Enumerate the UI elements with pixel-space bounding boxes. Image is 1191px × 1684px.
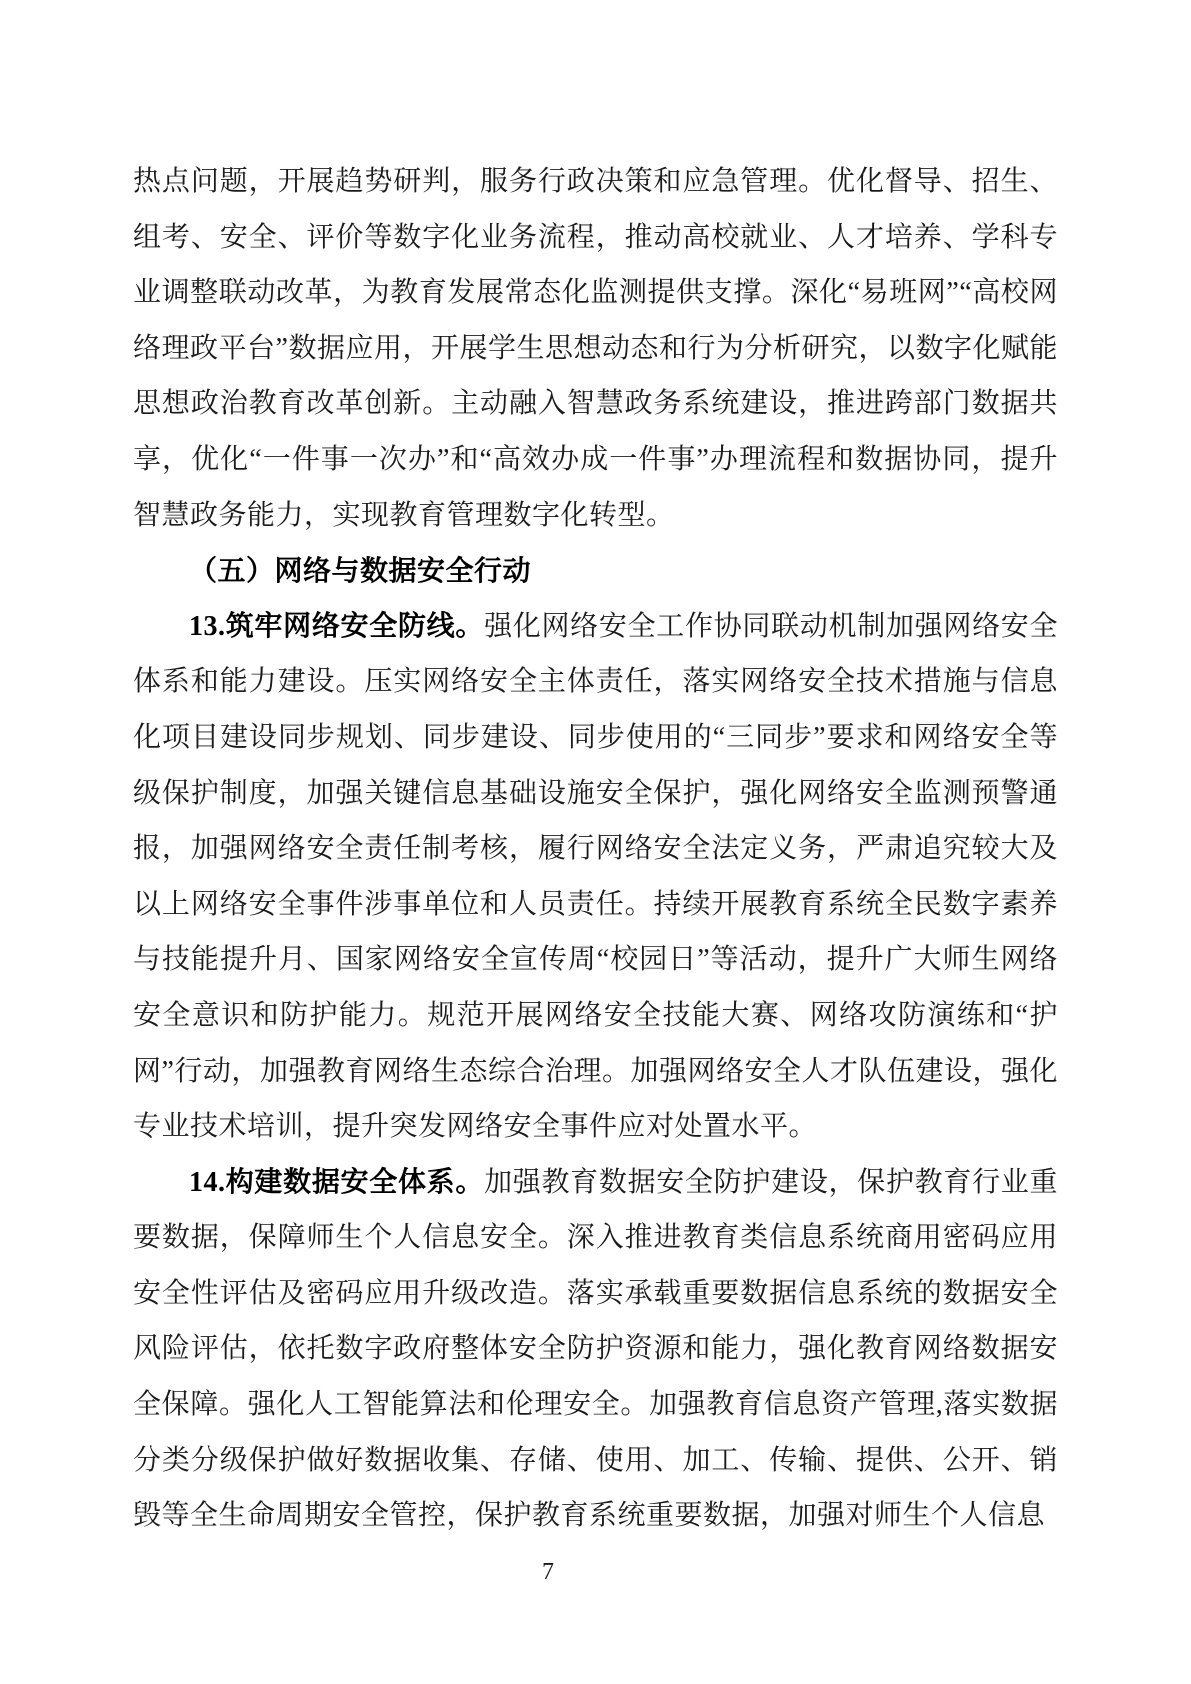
paragraph-continuation [133, 154, 1058, 543]
item-13-text: 强化网络安全工作协同联动机制加强网络安全体系和能力建设。压实网络安全主体责任，落实网络安全技术措施与信息化项目建设同步规划、同步建设、同步使用的“三同步”要求和网络安全等级保护制度，加强关键信息基础设施安全保护，强化网络安全监测预警通报，加强网络安全责任制考核，履行网络安全法定义务，严肃追究较大及以上网络安全事件涉事单位和人员责任。持续开展教育系统全民数字素养与技能提升月、国家网络安全宣传周“校园日”等活动，提升广大师生网络安全意识和防护能力。规范开展网络安全技能大赛、网络攻防演练和“护网”行动，加强教育网络生态综合治理。加强网络安全人才队伍建设，强化专业技术培训，提升突发网络安全事件应对处置水平。 [133, 610, 1058, 1143]
item-13-lead: 13.筑牢网络安全防线。 [189, 610, 485, 642]
text-block [133, 154, 1058, 1544]
section-heading-5: （五）网络与数据安全行动 [189, 555, 532, 587]
item-14-text: 加强教育数据安全防护建设，保护教育行业重要数据，保障师生个人信息安全。深入推进教育类信息系统商用密码应用安全性评估及密码应用升级改造。落实承载重要数据信息系统的数据安全风险评估，依托数字政府整体安全防护资源和能力，强化教育网络数据安全保障。强化人工智能算法和伦理安全。加强教育信息资产管理,落实数据分类分级保护做好数据收集、存储、使用、加工、传输、提供、公开、销毁等全生命周期安全管控，保护教育系统重要数据，加强对师生个人信息 [133, 1166, 1058, 1532]
paragraph-continuation-text: 热点问题，开展趋势研判，服务行政决策和应急管理。优化督导、招生、组考、安全、评价等数字化业务流程，推动高校就业、人才培养、学科专业调整联动改革，为教育发展常态化监测提供支撑。深化“易班网”“高校网络理政平台”数据应用，开展学生思想动态和行为分析研究，以数字化赋能思想政治教育改革创新。主动融入智慧政务系统建设，推进跨部门数据共享，优化“一件事一次办”和“高效办成一件事”办理流程和数据协同，提升智慧政务能力，实现教育管理数字化转型。 [133, 166, 1058, 531]
page-number: 7 [542, 1559, 554, 1585]
item-14-lead: 14.构建数据安全体系。 [189, 1166, 485, 1198]
paragraph-item-14 [133, 1155, 1058, 1544]
paragraph-item-13 [133, 599, 1058, 1155]
